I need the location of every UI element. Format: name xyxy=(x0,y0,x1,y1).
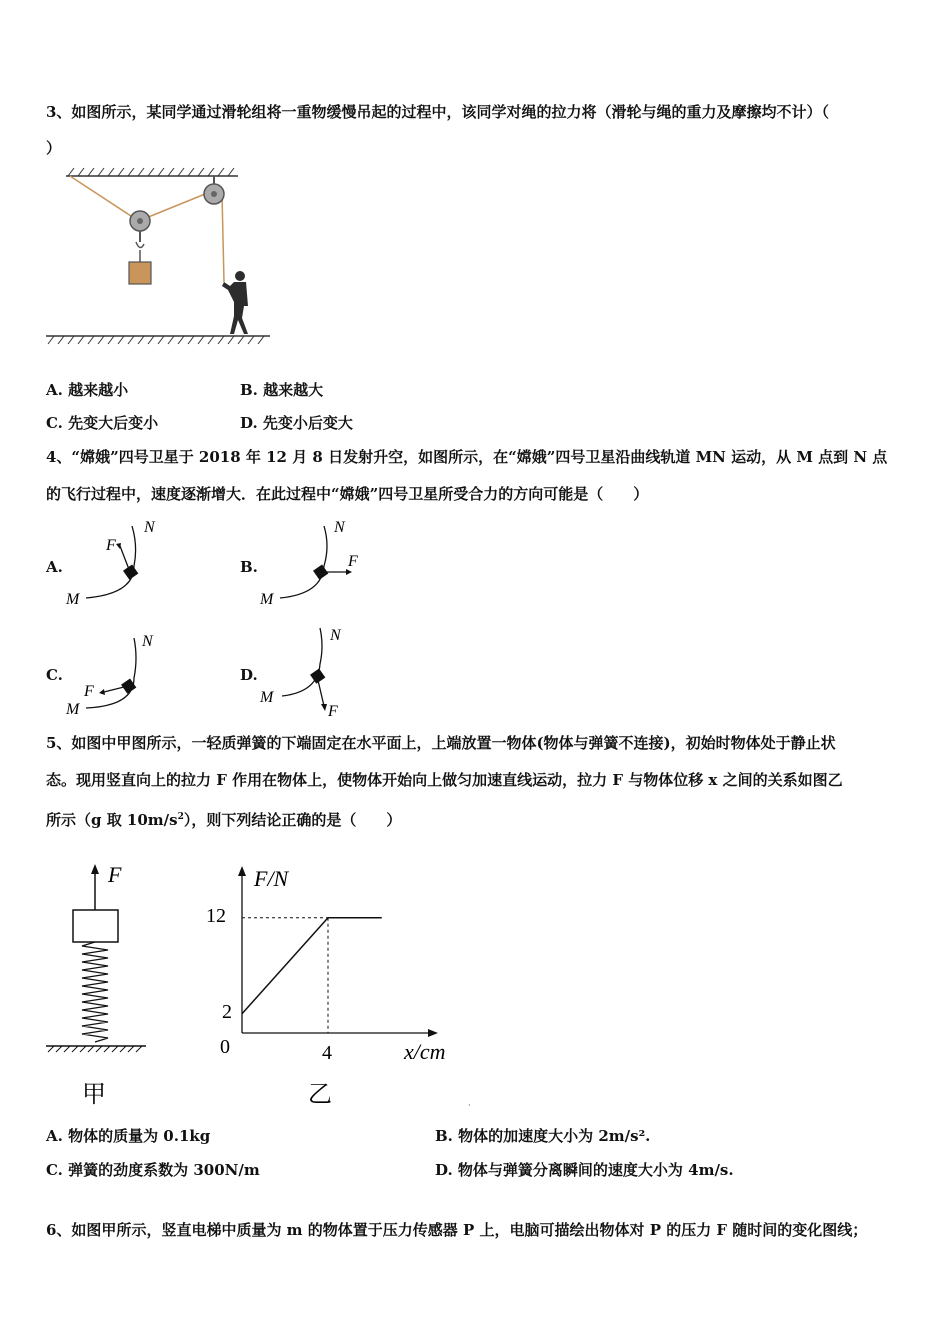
q6-text-line1: 6、如图甲所示，竖直电梯中质量为 m 的物体置于压力传感器 P 上，电脑可描绘出物体对 P 的压力 F 随时间的变化图线； xyxy=(46,1221,868,1239)
q4-a-label-f: F xyxy=(106,537,116,554)
fx-line xyxy=(242,918,382,1014)
q4-figure-a xyxy=(64,516,174,606)
q4-figure-b xyxy=(258,516,378,606)
q4-c-label-m: M xyxy=(66,701,80,718)
q5-text-line3 xyxy=(46,806,401,831)
q4-d-label-f: F xyxy=(328,703,338,720)
q5-option-b[interactable]: B. 物体的加速度大小为 2m/s². xyxy=(435,1127,651,1145)
q5-line3-sup: 2 xyxy=(177,812,184,822)
q4-b-label-m: M xyxy=(260,591,274,608)
q4-option-a[interactable]: A. xyxy=(46,558,63,576)
q4-c-label-f: F xyxy=(84,683,94,700)
q4-a-label-m: M xyxy=(66,591,80,608)
fx-series xyxy=(242,918,382,1033)
q5-jia-force-label: F xyxy=(108,862,122,887)
q5-spring-figure xyxy=(42,858,162,1108)
q5-text-line2: 态。现用竖直向上的拉力 F 作用在物体上，使物体开始向上做匀加速直线运动，拉力 F 与物体位移 x 之间的关系如图乙 xyxy=(46,771,843,789)
q5-fx-graph xyxy=(192,860,472,1110)
q4-figure-c xyxy=(64,628,174,718)
q4-d-label-n: N xyxy=(330,627,341,644)
q4-figure-d xyxy=(258,620,378,720)
yi-caption: 乙 xyxy=(308,1082,332,1108)
q4-text-line1: 4、“嫦娥”四号卫星于 2018 年 12 月 8 日发射升空，如图所示，在“嫦娥”四号卫星沿曲线轨道 MN 运动，从 M 点到 N 点 xyxy=(46,448,888,466)
q5-option-c[interactable]: C. 弹簧的劲度系数为 300N/m xyxy=(46,1161,260,1179)
stray-dot: · xyxy=(468,1101,471,1110)
q3-pulley-figure xyxy=(44,166,274,346)
q4-b-label-n: N xyxy=(334,519,345,536)
q4-b-label-f: F xyxy=(348,553,358,570)
q4-option-d[interactable]: D. xyxy=(240,666,258,684)
q5-option-d[interactable]: D. 物体与弹簧分离瞬间的速度大小为 4m/s. xyxy=(435,1161,734,1179)
q4-d-label-m: M xyxy=(260,689,274,706)
q4-c-label-n: N xyxy=(142,633,153,650)
x-axis-label: x/cm xyxy=(404,1039,446,1064)
y-axis-arrow xyxy=(238,866,246,876)
y-tick-label-2: 2 xyxy=(222,1001,232,1023)
y-tick-label-12: 12 xyxy=(206,905,226,927)
q5-option-a[interactable]: A. 物体的质量为 0.1kg xyxy=(46,1127,211,1145)
q3-text-line2: ） xyxy=(46,139,62,157)
q3-text-line1: 3、如图所示，某同学通过滑轮组将一重物缓慢吊起的过程中，该同学对绳的拉力将（滑轮与绳的重力及摩擦均不计）（ xyxy=(46,103,829,121)
q3-option-c[interactable]: C. 先变大后变小 xyxy=(46,414,159,432)
q3-option-d[interactable]: D. 先变小后变大 xyxy=(240,414,353,432)
y-axis-label: F/N xyxy=(254,866,289,891)
q3-option-a[interactable]: A. 越来越小 xyxy=(46,381,129,399)
q3-option-b[interactable]: B. 越来越大 xyxy=(240,381,324,399)
q4-option-c[interactable]: C. xyxy=(46,666,63,684)
x-tick-label-4: 4 xyxy=(322,1042,332,1064)
q4-text-line2: 的飞行过程中，速度逐渐增大．在此过程中“嫦娥”四号卫星所受合力的方向可能是（ ） xyxy=(46,485,649,503)
origin-tick-label: 0 xyxy=(220,1036,230,1058)
x-axis-arrow xyxy=(428,1029,438,1037)
q5-line3-end: ），则下列结论正确的是（ ） xyxy=(183,811,402,829)
q5-text-line1: 5、如图中甲图所示，一轻质弹簧的下端固定在水平面上，上端放置一物体(物体与弹簧不连接)，初始时物体处于静止状 xyxy=(46,734,836,752)
q5-jia-caption: 甲 xyxy=(82,1082,106,1108)
q4-option-b[interactable]: B. xyxy=(240,558,258,576)
q5-line3-start: 所示（g 取 10m/s xyxy=(46,811,178,829)
q4-a-label-n: N xyxy=(144,519,155,536)
